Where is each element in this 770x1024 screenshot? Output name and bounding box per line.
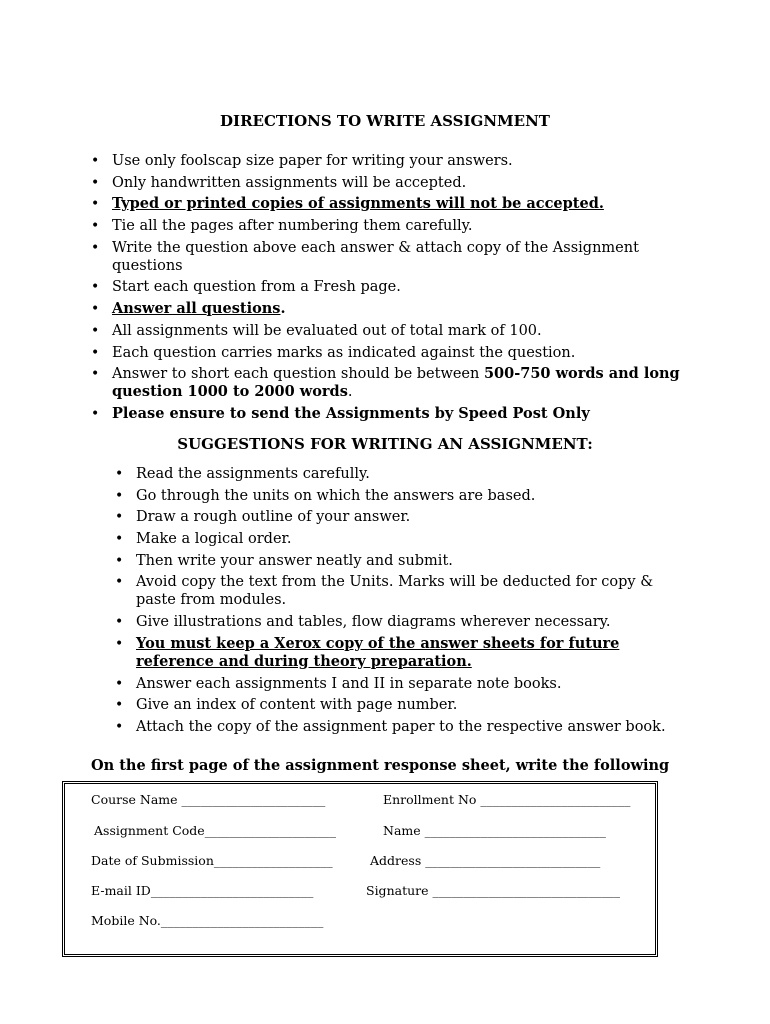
bullet-icon: • [115,718,124,735]
bullet-icon: • [115,635,124,652]
list-item: • Read the assignments carefully. [115,466,370,482]
list-item: • Tie all the pages after numbering them carefully. [91,218,473,235]
list-item: • Answer each assignments I and II in separate note books. [115,675,562,692]
list-item: • Go through the units on which the answers are based. [115,487,536,504]
list-item: • Give an index of content with page number. [115,697,458,714]
list-item: • Make a logical order. [115,531,292,548]
name-field: Name _____________________________ [383,823,606,838]
address-field: Address ____________________________ [370,853,601,868]
list-item: • Then write your answer neatly and submit. [115,552,453,569]
bullet-icon: • [91,153,100,169]
list-item: • Attach the copy of the assignment paper to the respective answer book. [115,718,666,735]
bullet-icon: • [91,366,100,383]
list-item: • Please ensure to send the Assignments by Speed Post Only [91,404,590,422]
directions-title: DIRECTIONS TO WRITE ASSIGNMENT [220,112,550,130]
bullet-icon: • [115,675,124,692]
bullet-icon: • [91,344,100,361]
bullet-icon: • [91,279,100,296]
bullet-icon: • [115,487,124,504]
signature-field: Signature ______________________________ [366,883,620,898]
details-form-box [62,781,658,957]
date-of-submission-field: Date of Submission___________________ [91,853,333,868]
list-item: • Answer all questions. [91,300,286,318]
bullet-icon: • [91,174,100,191]
bullet-icon: • [115,466,124,482]
list-item: • Each question carries marks as indicated against the question. [91,344,576,361]
bullet-icon: • [115,614,124,631]
list-item: • Write the question above each answer & attach copy of the Assignment questions [91,239,639,274]
list-item: • Draw a rough outline of your answer. [115,509,411,526]
bullet-icon: • [115,531,124,548]
list-item: • Typed or printed copies of assignments will not be accepted. [91,195,604,213]
list-item: • Start each question from a Fresh page. [91,279,401,296]
directions-list [91,152,692,427]
bullet-icon: • [91,405,100,422]
list-item: • Only handwritten assignments will be accepted. [91,174,467,191]
suggestions-title: SUGGESTIONS FOR WRITING AN ASSIGNMENT: [177,435,593,453]
bullet-icon: • [91,218,100,235]
bullet-icon: • [91,196,100,213]
list-item: • Answer to short each question should be between 500-750 words and long question 1000 to 2000 words. [91,365,680,401]
bullet-icon: • [91,301,100,318]
bullet-icon: • [91,239,100,256]
list-item: • Give illustrations and tables, flow diagrams wherever necessary. [115,614,611,631]
bullet-icon: • [115,574,124,591]
bullet-icon: • [115,697,124,714]
enrollment-no-field: Enrollment No ________________________ [383,792,631,807]
bullet-icon: • [115,552,124,569]
list-item: • Avoid copy the text from the Units. Marks will be deducted for copy & paste from modules. [115,574,654,609]
list-item: • All assignments will be evaluated out of total mark of 100. [91,322,542,339]
list-item: • You must keep a Xerox copy of the answer sheets for future reference and during theory preparation. [115,634,620,670]
email-id-field: E-mail ID__________________________ [91,883,314,898]
mobile-no-field: Mobile No.__________________________ [91,913,324,928]
bullet-icon: • [115,509,124,526]
first-page-heading: On the first page of the assignment response sheet, write the following [91,757,670,774]
course-name-field: Course Name _______________________ [91,792,326,807]
list-item: • Use only foolscap size paper for writing your answers. [91,153,513,169]
assignment-code-field: Assignment Code_____________________ [94,823,336,838]
bullet-icon: • [91,322,100,339]
suggestions-list [115,465,691,740]
